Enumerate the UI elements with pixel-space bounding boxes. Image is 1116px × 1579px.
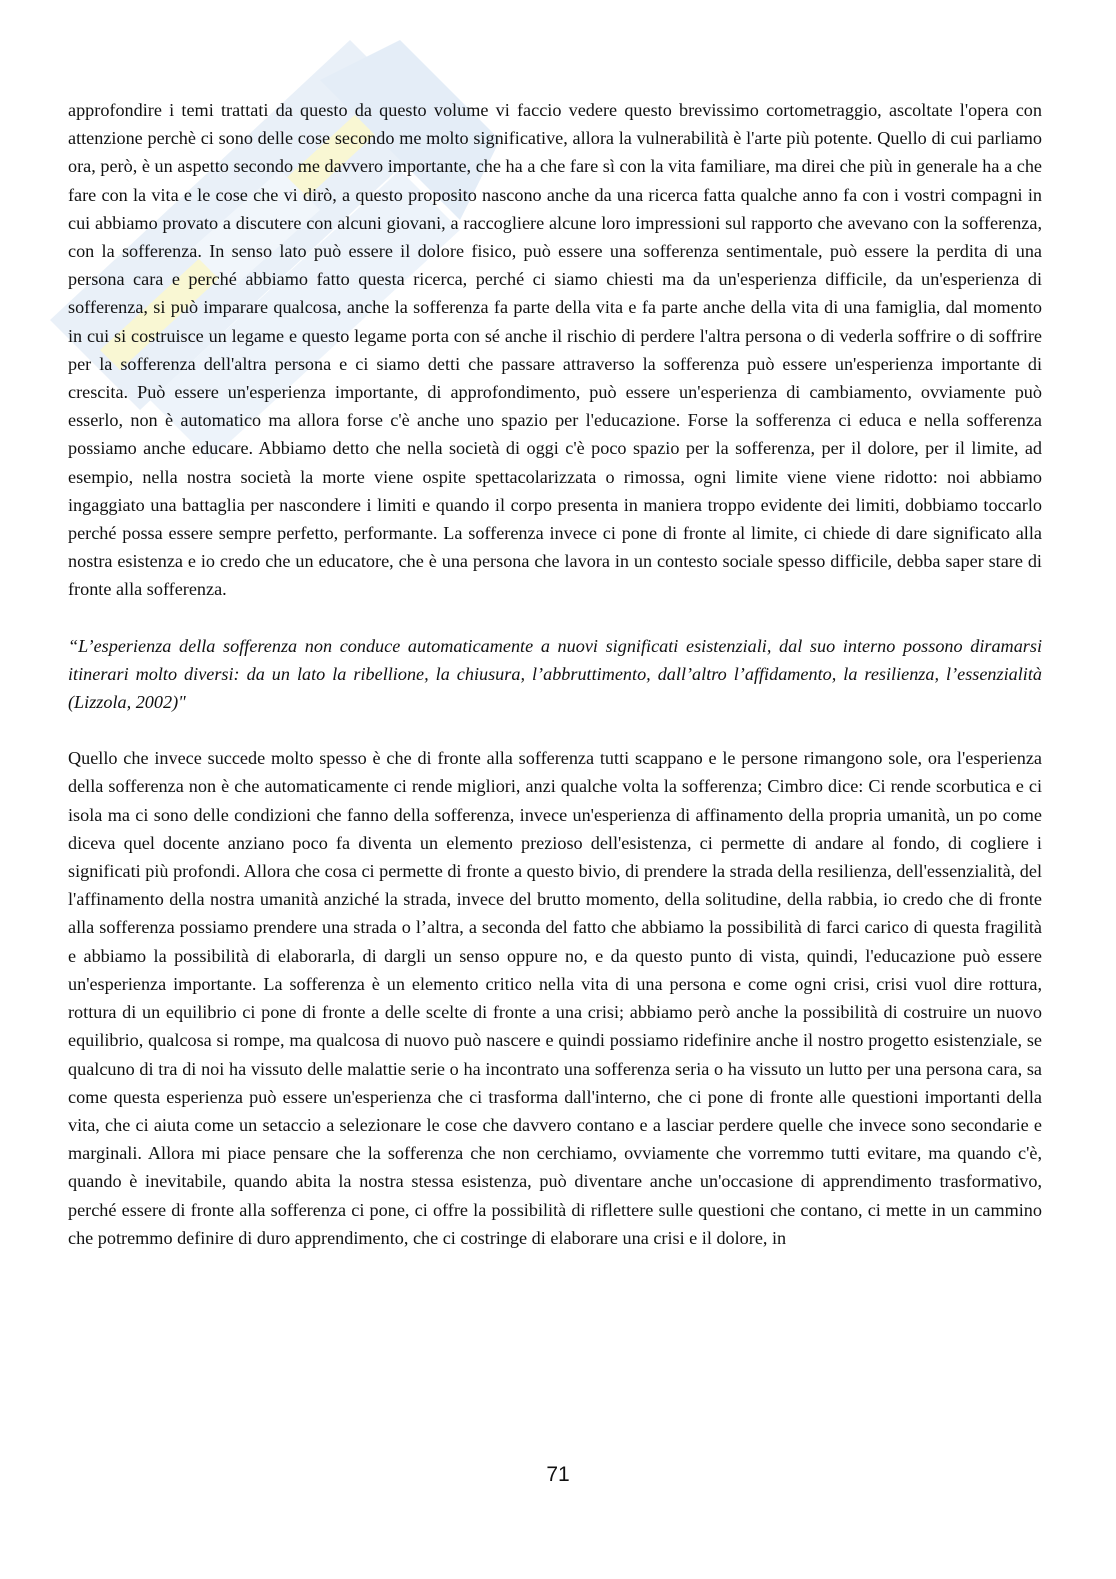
paragraph-2: Quello che invece succede molto spesso è che di fronte alla sofferenza tutti scappano e le persone rimangono sole, ora l'esperienza della sofferenza non è che automaticamente ci rende migliori, anzi qualche volta la sofferenza; Cimbro dice: Ci rende scorbutica e ci isola ma ci sono delle condizioni che fanno della sofferenza, invece un'esperienza di affinamento della propria umanità, un po come diceva quel docente anziano poco fa diventa un elemento prezioso dell'esistenza, ci permette di andare al fondo, di cogliere i significati più profondi. Allora che cosa ci permette di fronte a questo bivio, di prendere la strada della resilienza, dell'essenzialità, del l'affinamento della nostra umanità anziché la strada, invece del brutto momento, della solitudine, della rabbia, io credo che di fronte alla sofferenza possiamo prendere una strada o l’altra, a seconda del fatto che abbiamo la possibilità di farci carico di questa fragilità e abbiamo la possibilità di elaborarla, di dargli un senso oppure no, e da questo punto di vista, quindi, l'educazione può essere un'esperienza importante. La sofferenza è un elemento critico nella vita di una persona e come ogni crisi, crisi vuol dire rottura, rottura di un equilibrio ci pone di fronte a delle scelte di fronte a una crisi; abbiamo però anche la possibilità di costruire un nuovo equilibrio, qualcosa si rompe, ma qualcosa di nuovo può nascere e quindi possiamo ridefinire anche il nostro progetto esistenziale, se qualcuno di tra di noi ha vissuto delle malattie serie o ha incontrato una sofferenza seria o ha vissuto un lutto per una persona cara, sa come questa esperienza può essere un'esperienza che ci trasforma dall'interno, che ci pone di fronte alle questioni importanti della vita, che ci aiuta come un setaccio a selezionare le cose che davvero contano e a lasciar perdere quelle che invece sono secondarie e marginali. Allora mi piace pensare che la sofferenza che non cerchiamo, ovviamente che vorremmo tutti evitare, ma quando c'è, quando è inevitabile, quando abita la nostra stessa esistenza, può diventare anche un'occasione di apprendimento trasformativo, perché essere di fronte alla sofferenza ci pone, ci offre la possibilità di riflettere sulle questioni che contano, ci mette in un cammino che potremmo definire di duro apprendimento, che ci costringe di elaborare una crisi e il dolore, in [68, 748, 1042, 1248]
block-quote: “L’esperienza della sofferenza non conduce automaticamente a nuovi significati esistenziali, dal suo interno possono diramarsi itinerari molto diversi: da un lato la ribellione, la chiusura, l’abbruttimento, dall’altro l’affidamento, la resilienza, l’essenzialità (Lizzola, 2002)" [68, 635, 1042, 713]
page-number: 71 [546, 1463, 570, 1486]
body-text [68, 96, 1042, 1252]
paragraph-1: approfondire i temi trattati da questo da questo volume vi faccio vedere questo brevissimo cortometraggio, ascoltate l'opera con attenzione perchè ci sono delle cose secondo me molto significative, allora la vulnerabilità è l'arte più potente. Quello di cui parliamo ora, però, è un aspetto secondo me davvero importante, che ha a che fare sì con la vita familiare, ma direi che più in generale ha a che fare con la vita e le cose che vi dirò, a questo proposito nascono anche da una ricerca fatta qualche anno fa con i vostri compagni in cui abbiamo provato a discutere con alcuni giovani, a raccogliere alcune loro impressioni sul rapporto che avevano con la sofferenza, con la sofferenza. In senso lato può essere il dolore fisico, può essere una sofferenza sentimentale, può essere la perdita di una persona cara e perché abbiamo fatto questa ricerca, perché ci siamo chiesti ma da un'esperienza difficile, da un'esperienza di sofferenza, si può imparare qualcosa, anche la sofferenza fa parte della vita e fa parte anche della vita di una famiglia, dal momento in cui si costruisce un legame e questo legame porta con sé anche il rischio di perdere l'altra persona o di vederla soffrire o di soffrire per la sofferenza dell'altra persona e ci siamo detti che passare attraverso la sofferenza può essere un'esperienza importante di crescita. Può essere un'esperienza importante, di approfondimento, può essere un'esperienza di cambiamento, ovviamente può esserlo, non è automatico ma allora forse c'è anche uno spazio per l'educazione. Forse la sofferenza ci educa e nella sofferenza possiamo anche educare. Abbiamo detto che nella società di oggi c'è poco spazio per la sofferenza, per il dolore, per il limite, ad esempio, nella nostra società la morte viene ospite spettacolarizzata o rimossa, ogni limite viene viene ridotto: noi abbiamo ingaggiato una battaglia per nascondere i limiti e quando il corpo presenta in maniera troppo evidente dei limiti, dobbiamo toccarlo perché possa essere sempre perfetto, performante. La sofferenza invece ci pone di fronte al limite, ci chiede di dare significato alla nostra esistenza e io credo che un educatore, che è una persona che lavora in un contesto sociale spesso difficile, debba saper stare di fronte alla sofferenza. [68, 100, 1042, 600]
